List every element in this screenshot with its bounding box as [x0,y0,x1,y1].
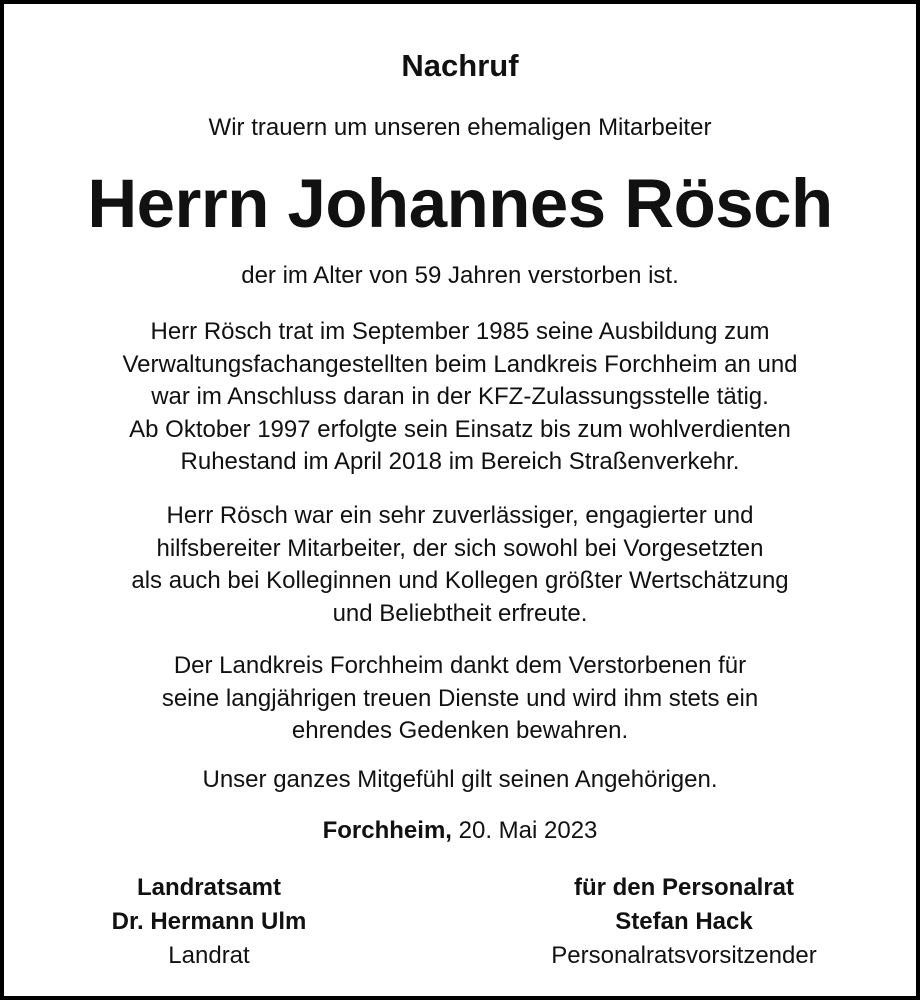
paragraph-line: Herr Rösch war ein sehr zuverlässiger, engagierter und [166,502,754,529]
paragraph-line: Herr Rösch trat im September 1985 seine Ausbildung zum [150,318,770,345]
date: 20. Mai 2023 [458,817,598,844]
signature-organization: für den Personalrat [573,874,795,901]
age-line: der im Alter von 59 Jahren verstorben ist. [241,262,679,289]
paragraph-condolence [4,764,916,797]
paragraph-line: ehrendes Gedenken bewahren. [291,717,629,744]
paragraph-line: Unser ganzes Mitgefühl gilt seinen Angehörigen. [202,766,718,793]
paragraph-character [4,500,916,630]
paragraph-line: hilfsbereiter Mitarbeiter, der sich sowohl bei Vorgesetzten [156,534,764,562]
place-name: Forchheim, [322,817,452,844]
paragraph-thanks [4,650,916,748]
paragraph-career [4,316,916,479]
deceased-name: Herrn Johannes Rösch [87,165,833,242]
place-date [4,817,916,845]
paragraph-line: und Beliebtheit erfreute. [332,599,588,627]
signature-left [64,871,354,973]
signature-organization: Landratsamt [136,874,282,901]
paragraph-line: Ruhestand im April 2018 im Bereich Straßenverkehr. [180,448,740,475]
signature-role: Landrat [168,942,250,969]
paragraph-line: Verwaltungsfachangestellten beim Landkreis Forchheim an und [122,350,798,378]
paragraph-line: Der Landkreis Forchheim dankt dem Verstorbenen für [173,652,747,679]
paragraph-line: war im Anschluss daran in der KFZ-Zulassungsstelle tätig. [151,383,769,410]
signature-right [504,871,864,973]
paragraph-line: seine langjährigen treuen Dienste und wird ihm stets ein [161,684,759,712]
paragraph-line: Ab Oktober 1997 erfolgte sein Einsatz bis zum wohlverdienten [129,415,791,443]
paragraph-line: als auch bei Kolleginnen und Kollegen größter Wertschätzung [131,567,789,594]
intro-text: Wir trauern um unseren ehemaligen Mitarbeiter [208,114,712,141]
notice-heading: Nachruf [401,48,519,83]
signature-person: Dr. Hermann Ulm [111,908,307,935]
signature-role: Personalratsvorsitzender [551,942,817,969]
signature-person: Stefan Hack [615,908,753,935]
